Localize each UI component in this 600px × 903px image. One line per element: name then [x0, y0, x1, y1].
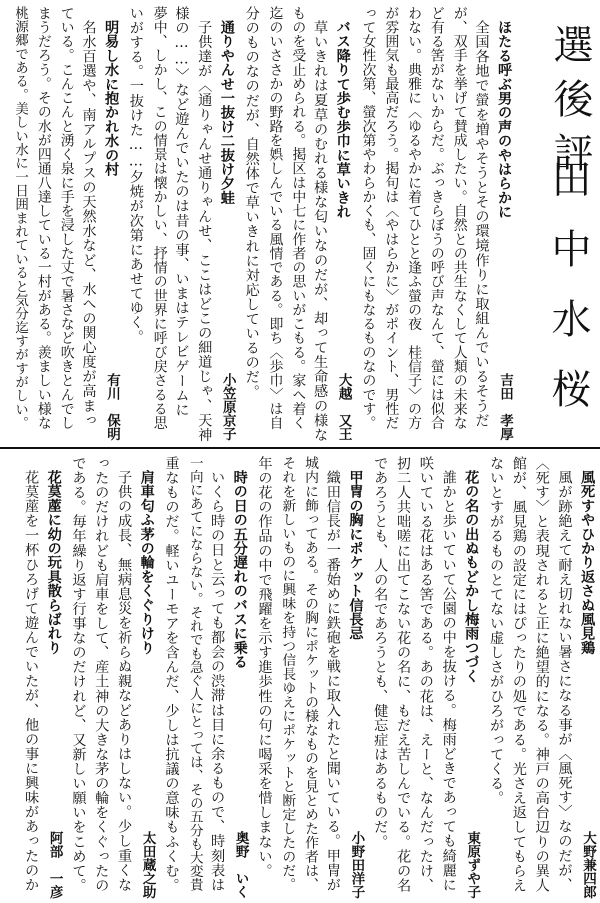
commentary-line: 風が跡絶えて耐え切れない暑さになる事が〈風死す〉なのだが、 — [556, 470, 573, 892]
poem-author: 太田蔵之助 — [139, 830, 156, 898]
commentary-line: が、双手を挙げて賛成したい。自然との共生なくして人類の未来な — [450, 6, 467, 430]
poem-heading: 風死すやひかり返さぬ風見鶏 — [579, 470, 596, 655]
commentary-line: 全国各地で螢を増やそうとその環境作りに取組んでいるそうだ — [473, 20, 490, 428]
poem-author: 大野兼四郎 — [580, 830, 596, 898]
commentary-line: それを新しいものに興味を持つ信長ゆえにポケットと断定したのだ。 — [279, 456, 296, 892]
commentary-line: 年の花の作品の中で飛躍を示す進歩性の句に喝采を惜しまない。 — [256, 456, 273, 878]
column-title: 選後評 — [547, 24, 593, 186]
poem-author: 大越 又王 — [335, 372, 352, 440]
poem-author: 小野田洋子 — [348, 830, 365, 898]
poem-heading: バス降りて歩む歩巾に草いきれ — [334, 20, 351, 219]
commentary-line: ったのだけれども肩車をして、産土神の大きな茅の輪をくぐったの — [93, 456, 110, 893]
commentary-line: 織田信長が一番始めに鉄砲を戦に取入れたと聞いている。甲冑が — [324, 470, 341, 892]
commentary-line: 夢中、しかし、この情景は懐かしい、抒情の世界に呼び戻さるる思 — [150, 6, 167, 430]
commentary-line: ている。こんこんと湧く泉に手を浸した丈で暑さなど吹きとんでし — [57, 6, 74, 430]
commentary-line: ど有る筈がないからだ。ぶっきらぼうの呼び声なんて、螢には似合 — [427, 6, 444, 430]
poem-heading: 明易し水に抱かれ水の村 — [103, 20, 120, 177]
commentary-line: いがする。一抜けた……夕焼が次第にあせてゆく。 — [127, 6, 144, 345]
commentary-line: 一向にあてにならない。それでも急ぐ人にとっては、その五分も大変貴 — [187, 456, 203, 892]
poem-author: 有川 保明 — [104, 372, 120, 440]
poem-author: 東原ずや子 — [464, 830, 481, 898]
poem-author: 小笠原京子 — [219, 372, 236, 440]
commentary-line: 名水百選や、南アルプスの天然水など、水への関心度が高まっ — [80, 20, 97, 428]
commentary-line: まうだろう。その水が四通八達している一村がある。羨ましい様な — [34, 6, 51, 430]
column-author-name: 田中水桜 — [545, 158, 591, 438]
commentary-line: 館が、風見鶏の設定にはぴったりの処である。光さえ返してもらえ — [510, 456, 527, 893]
commentary-line: である。毎年繰り返す行事なのだけれど、又新しい願いをこめて。 — [70, 456, 87, 893]
poem-heading: 時の日の五分遅れのバスに乗る — [231, 470, 248, 669]
poem-heading: ほたる呼ぶ男の声のやはらかに — [496, 20, 513, 219]
poem-author: 吉田 孝厚 — [497, 372, 513, 440]
commentary-line: 様の……〉など遊んでいたのは昔の事、いまはテレビゲームに — [173, 6, 190, 417]
commentary-line: 重なものだ。軽いユーモアを含んだ、少しは抗議の意味もふくむ。 — [163, 456, 180, 893]
commentary-line: 桃源郷である。美しい水に一日囲まれていると気分迄すがすがしい。 — [12, 6, 29, 430]
poem-author: 阿部 一彦 — [46, 830, 63, 898]
commentary-line: 花茣蓙を一杯ひろげて遊んでいたが、他の事に興味があったのか — [23, 470, 40, 892]
commentary-line: 子供達が〈通りゃんせ通りゃんせ、ここはどこの細道じゃ、天神 — [196, 20, 213, 442]
poem-heading: 通りやんせ一抜け二抜け夕蛙 — [218, 20, 235, 205]
commentary-line: 〈死す〉と表現されると正に絶望的になる。神戸の高台辺りの異人 — [533, 456, 550, 893]
commentary-line: って女性次第、螢次第やわらかくも、固くにもなるものなのです。 — [359, 6, 376, 430]
commentary-line: が雰囲気も最高だろう。掲句は〈やはらかに〉がポイント、男性だ — [382, 6, 399, 430]
commentary-line: 誰かと歩いていて公園の中を抜ける。梅雨どきであっても綺麗に — [440, 470, 457, 892]
poem-heading: 肩車匂ふ茅の輪をくぐりけり — [138, 470, 155, 655]
commentary-line: ものを受止められる。掲区は中七に作者の思いがこもる。家へ着く — [289, 6, 306, 430]
poem-heading: 花の名の出ぬもどかし梅雨つづく — [463, 470, 480, 683]
commentary-line: 咲いている花はある筈である。あの花は、えーと、なんだったけ、 — [417, 456, 434, 893]
commentary-line: であろうとも、人の名であろうとも、健忘症はあるものだ。 — [372, 456, 389, 849]
poem-heading: 甲冑の胸にポケット信長忌 — [347, 470, 364, 641]
commentary-line: 城内に飾ってある。その胸にポケットの様なものを見とめた作者は、 — [302, 456, 319, 892]
commentary-line: わない。典雅に〈ゆるやかに着てひとと逢ふ螢の夜 桂信子〉の方 — [405, 6, 422, 430]
commentary-line: いくら時の日と云っても都会の渋滞は目に余るもので、時刻表は — [209, 470, 226, 892]
poem-author: 奥野 いく — [232, 830, 249, 898]
commentary-line: 分のものなのだが、自然体で草いきれに対応しているのだ。 — [243, 6, 260, 399]
commentary-line: 迄のいささかの野路を娯しんでいる風情である。即ち〈歩巾〉は自 — [266, 6, 283, 430]
commentary-line: 草いきれは夏草のむれる様な匂いなのだが、却って生命感の様な — [312, 20, 329, 442]
section-divider — [0, 447, 600, 449]
commentary-line: 子供の成長、無病息災を祈らぬ親などありはしない。少し重くな — [116, 470, 133, 892]
commentary-line: 扨二人共咄嗟に出てこない花の名に、もだえ苦しんでいる。花の名 — [395, 456, 412, 893]
poem-heading: 花茣蓙に幼の玩具散らばれり — [45, 470, 62, 655]
commentary-line: ないとすがるものとてない虚しさがひろがってくる。 — [488, 456, 505, 806]
